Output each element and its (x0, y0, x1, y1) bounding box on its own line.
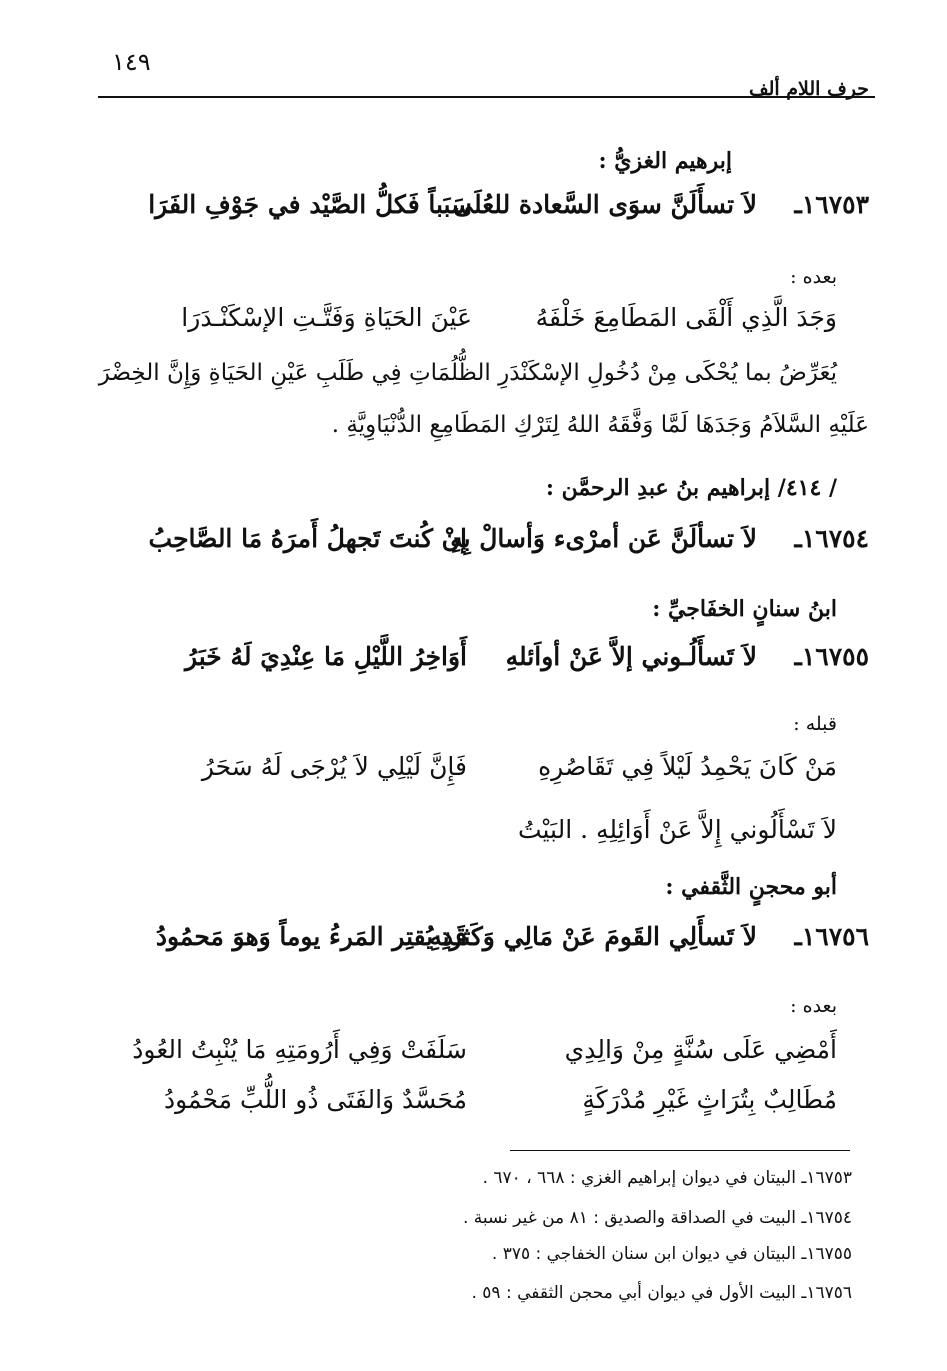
verse-hemistich-2: أَوَاخِرُ اللَّيْلِ مَا عِنْدِيَ لَهُ خَبَرُ (184, 642, 467, 671)
footnote: ١٦٧٥٦ـ البيت الأول في ديوان أبي محجن الثقفي : ٥٩ . (471, 1283, 852, 1303)
verse-hemistich-2: مُحَسَّدٌ وَالفَتَى ذُو اللُّبِّ مَحْمُودُ (163, 1085, 467, 1114)
footnote: ١٦٧٥٥ـ البيتان في ديوان ابن سنان الخفاجي : ٣٧٥ . (491, 1244, 852, 1264)
verse-number: ١٦٧٥٤ـ (794, 524, 869, 553)
verse-hemistich-2: سَلَفَتْ وَفِي أَرُومَتِهِ مَا يُنْبِتُ العُودُ (132, 1035, 467, 1064)
chapter-title: حرف اللام ألف (748, 78, 869, 100)
verse-hemistich-2: قَد يُقتِر المَرءُ يوماً وَهوَ مَحمُودُ (155, 922, 467, 951)
verse-number: ١٦٧٥٥ـ (794, 642, 869, 671)
header-divider (98, 96, 875, 98)
footnote: ١٦٧٥٤ـ البيت في الصداقة والصديق : ٨١ من غير نسبة . (462, 1208, 852, 1228)
verse-hemistich-2: إنْ كُنتَ تَجهلُ أَمرَهُ مَا الصَّاحِبُ (148, 524, 467, 553)
poet-name: أبو محجنٍ الثَّقفي : (665, 874, 837, 900)
verse-number: ١٦٧٥٣ـ (794, 190, 869, 219)
commentary-line: يُعَرِّضُ بما يُحْكَى مِنْ دُخُولِ الإسْكَنْدَرِ الظُّلُمَاتِ فِي طَلَبِ عَيْنِ الحَيَاةِ وَإِنَّ الخِضْرَ (98, 360, 837, 386)
verse-hemistich-2: فَإِنَّ لَيْلِي لاَ يُرْجَى لَهُ سَحَرُ (201, 752, 467, 781)
verse-hemistich-1: لاَ تَسأَلِي القَومَ عَنْ مَالِي وَكَثرتِهِ (429, 922, 757, 951)
footnote-divider (510, 1150, 850, 1151)
footnote: ١٦٧٥٣ـ البيتان في ديوان إبراهيم الغزي : ٦٦٨ ، ٦٧٠ . (482, 1168, 852, 1188)
poet-name: / ٤١٤/ إبراهيم بنُ عبدِ الرحمَّن : (545, 475, 837, 501)
verse-hemistich-1: أَمْضِي عَلَى سُنَّةٍ مِنْ وَالِدِي (564, 1035, 837, 1064)
commentary-line: عَلَيْهِ السَّلاَمُ وَجَدَهَا لَمَّا وَفَّقَهُ اللهُ لِتَرْكِ المَطَامِعِ الدُّنْيَاوِيَّةِ . (331, 412, 869, 438)
section-label: بعده : (790, 266, 837, 288)
poet-name: ابنُ سنانٍ الخفَاجيِّ : (652, 596, 837, 622)
verse-hemistich-1: وَجَدَ الَّذِي أَلْقَى المَطَامِعَ خَلْفَهُ (535, 303, 837, 332)
poet-name: إبرهيم الغزيُّ : (598, 148, 732, 174)
page-number: ١٤٩ (112, 48, 151, 76)
section-label: قبله : (793, 713, 837, 735)
verse-hemistich-1: مُطَالِبٌ بِتُرَاثٍ غَيْرِ مُدْرَكَةٍ (582, 1085, 837, 1114)
verse-tail: لاَ تَسْأَلُوني إِلاَّ عَنْ أَوَائِلِهِ . البَيْتُ (517, 815, 837, 844)
section-label: بعده : (790, 995, 837, 1017)
verse-number: ١٦٧٥٦ـ (794, 922, 869, 951)
verse-hemistich-1: لاَ تَسأَلُـوني إلاَّ عَنْ أواَئلهِ (505, 642, 757, 671)
verse-hemistich-2: سَبَباً فَكلُّ الصَّيْد في جَوْفِ الفَرَا (148, 190, 472, 219)
verse-hemistich-2: عَيْنَ الحَيَاةِ وَفَتَّـتِ الإسْكَنْـدَرَا (181, 303, 472, 332)
verse-hemistich-1: مَنْ كَانَ يَحْمِدُ لَيْلاً فِي تَقَاصُرِهِ (538, 752, 837, 781)
verse-hemistich-1: لاَ تسأَلَنَّ سوَى السَّعادة للعُلَى (453, 190, 757, 219)
verse-hemistich-1: لاَ تسألَنَّ عَن أمرْىء وَأسالْ بِهِ (450, 524, 757, 553)
